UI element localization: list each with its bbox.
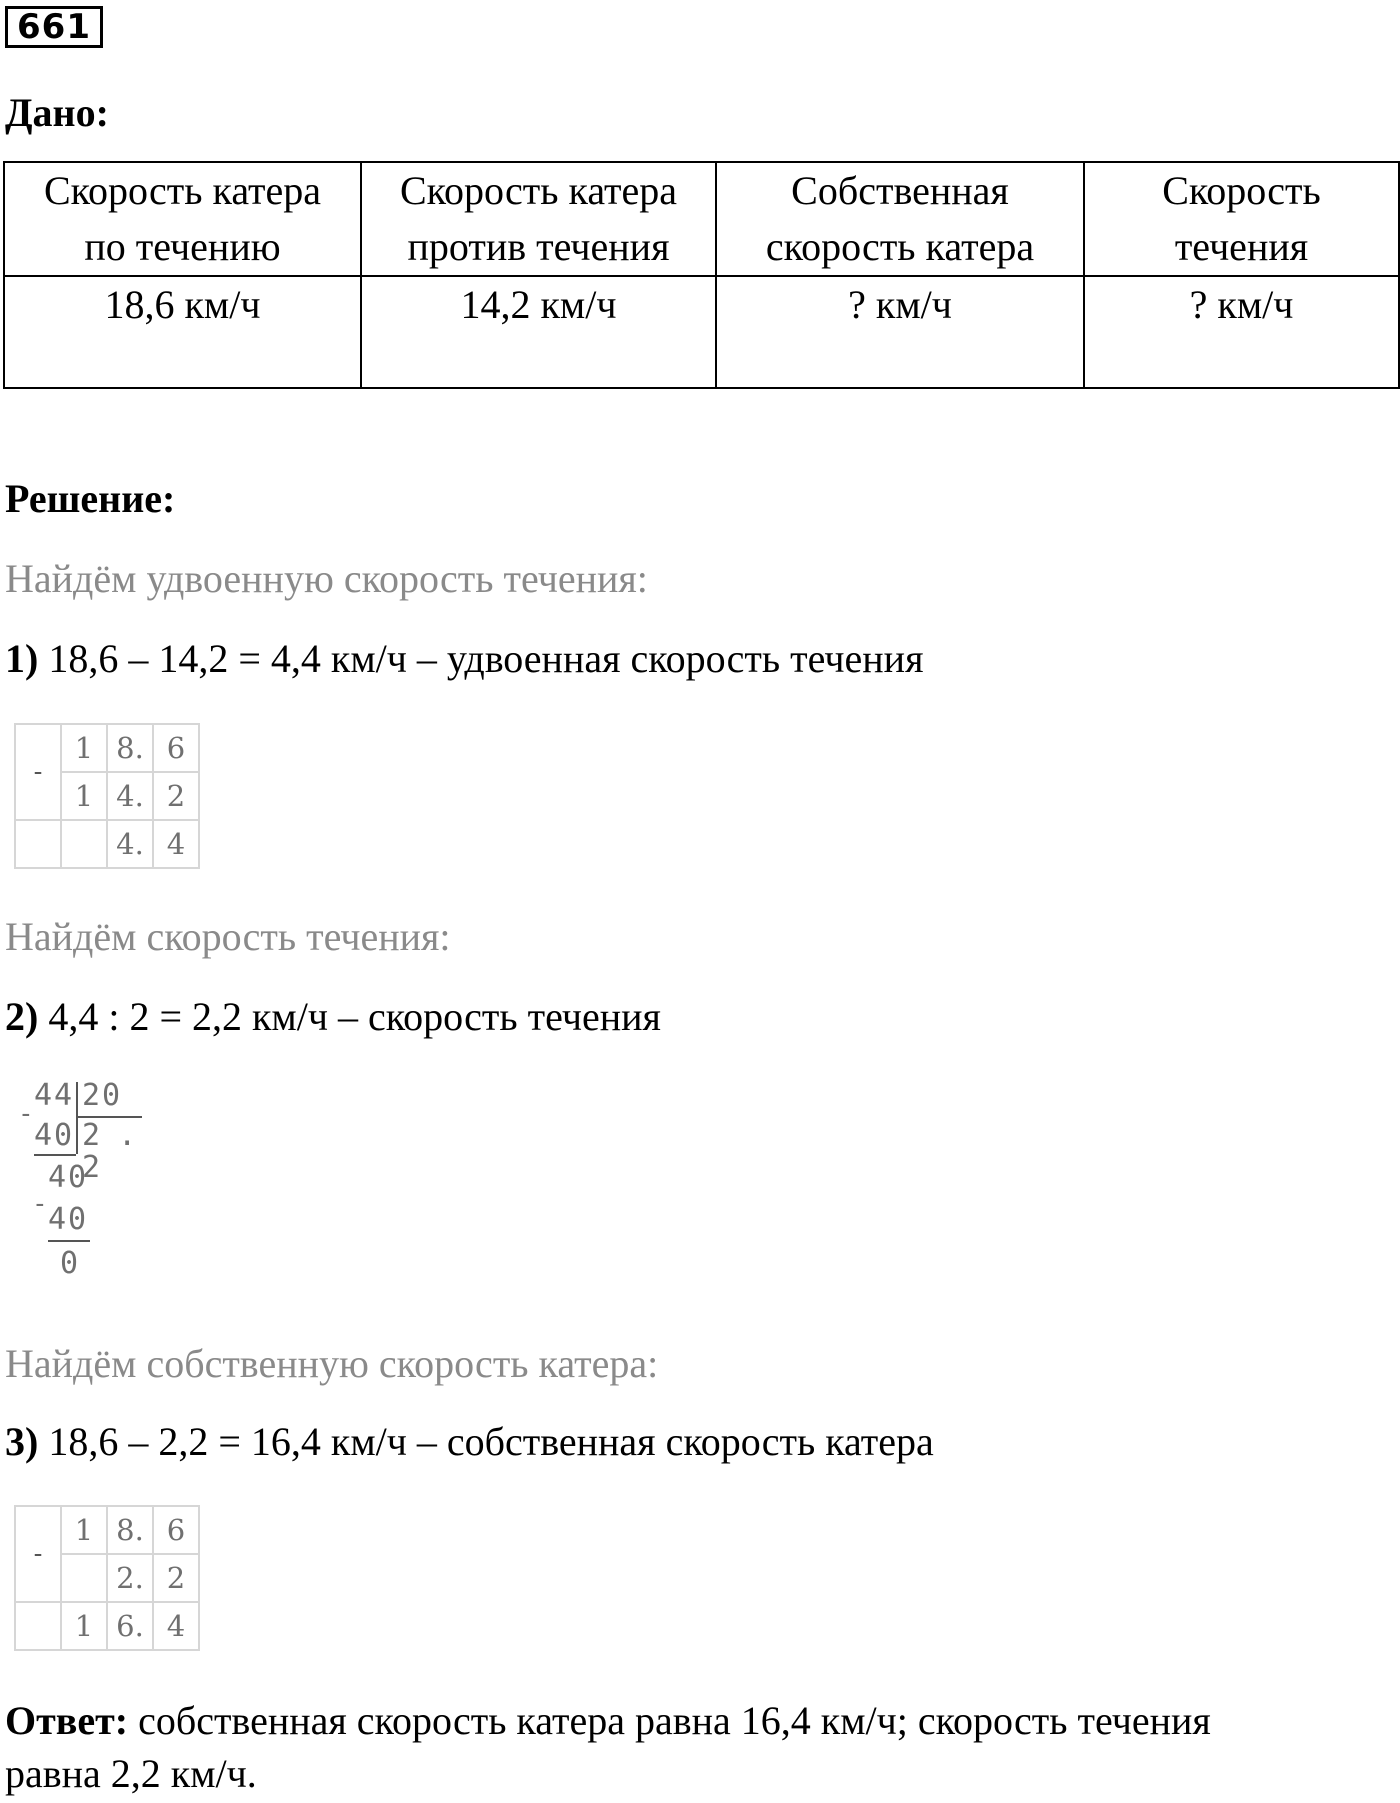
step2-long-division bbox=[14, 1080, 154, 1300]
step1-equation: 1) 18,6 – 14,2 = 4,4 км/ч – удвоенная скорость течения bbox=[5, 636, 924, 681]
given-value-row bbox=[4, 276, 1399, 388]
step3-column-subtraction: - 1 8. 6 2. 2 1 6. 4 bbox=[14, 1505, 200, 1651]
quotient: 2 . 2 bbox=[82, 1118, 137, 1185]
given-header-current-speed: Скорость течения bbox=[1084, 162, 1399, 276]
task-number: 661 bbox=[5, 6, 103, 48]
divisor: 20 bbox=[82, 1078, 123, 1113]
given-value-own-speed: ? км/ч bbox=[716, 276, 1084, 388]
step3-hint: Найдём собственную скорость катера: bbox=[5, 1341, 659, 1386]
given-header-own-speed: Собственная скорость катера bbox=[716, 162, 1084, 276]
step1-hint: Найдём удвоенную скорость течения: bbox=[5, 556, 648, 601]
answer-label: Ответ: bbox=[5, 1698, 129, 1743]
subtrahend-1: 40 bbox=[34, 1118, 75, 1153]
given-header-row bbox=[4, 162, 1399, 276]
minus-sign: - bbox=[15, 724, 61, 820]
answer-line2: равна 2,2 км/ч. bbox=[5, 1751, 257, 1796]
solution-heading: Решение: bbox=[5, 476, 176, 521]
step3-equation: 3) 18,6 – 2,2 = 16,4 км/ч – собственная скорость катера bbox=[5, 1419, 934, 1464]
given-value-current-speed: ? км/ч bbox=[1084, 276, 1399, 388]
step1-column-subtraction: - 1 8. 6 1 4. 2 4. 4 bbox=[14, 723, 200, 869]
given-table bbox=[3, 161, 1400, 389]
minus-sign: - bbox=[32, 1189, 50, 1219]
step2-equation: 2) 4,4 : 2 = 2,2 км/ч – скорость течения bbox=[5, 994, 661, 1039]
dividend: 44 bbox=[34, 1078, 75, 1113]
answer-line1: Ответ: собственная скорость катера равна 16,4 км/ч; скорость течения bbox=[5, 1698, 1211, 1743]
given-value-upstream: 14,2 км/ч bbox=[361, 276, 716, 388]
given-header-upstream: Скорость катера против течения bbox=[361, 162, 716, 276]
minus-sign: - bbox=[15, 1506, 61, 1602]
step2-hint: Найдём скорость течения: bbox=[5, 914, 451, 959]
subtrahend-2: 40 bbox=[48, 1202, 89, 1237]
given-header-downstream: Скорость катера по течению bbox=[4, 162, 361, 276]
given-heading: Дано: bbox=[5, 90, 109, 135]
given-value-downstream: 18,6 км/ч bbox=[4, 276, 361, 388]
remainder-2: 0 bbox=[60, 1246, 81, 1281]
remainder-1: 40 bbox=[48, 1160, 89, 1195]
minus-sign: - bbox=[18, 1099, 36, 1129]
